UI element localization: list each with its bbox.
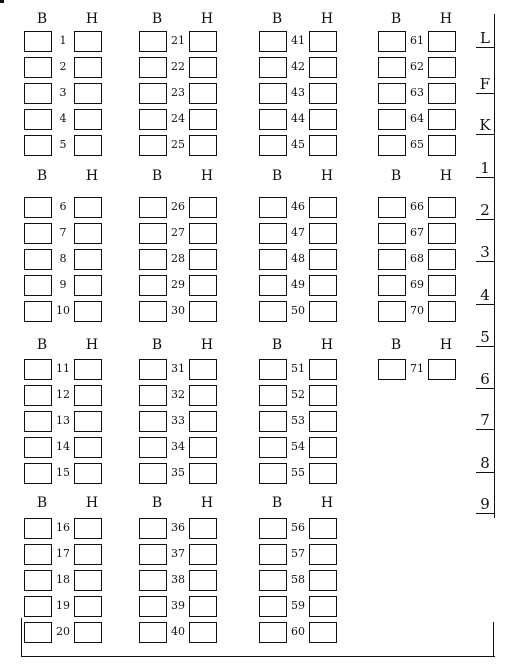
answer-box-b[interactable] xyxy=(24,437,52,458)
column-header-b: B xyxy=(151,168,163,184)
question-number: 20 xyxy=(56,625,70,638)
answer-box-h[interactable] xyxy=(309,301,337,322)
question-number: 1 xyxy=(59,34,67,47)
question-number: 59 xyxy=(291,599,305,612)
side-scale-tick xyxy=(476,93,495,94)
question-number: 8 xyxy=(59,252,67,265)
question-number: 65 xyxy=(410,138,424,151)
question-number: 42 xyxy=(291,60,305,73)
answer-box-b[interactable] xyxy=(259,197,287,218)
question-number: 19 xyxy=(56,599,70,612)
answer-box-b[interactable] xyxy=(259,31,287,52)
answer-box-h[interactable] xyxy=(309,596,337,617)
answer-box-b[interactable] xyxy=(24,385,52,406)
side-scale-label: 2 xyxy=(480,201,490,219)
answer-box-h[interactable] xyxy=(189,275,217,296)
question-number: 57 xyxy=(291,547,305,560)
side-scale-tick xyxy=(476,219,495,220)
question-number: 70 xyxy=(410,304,424,317)
answer-box-b[interactable] xyxy=(139,109,167,130)
answer-box-h[interactable] xyxy=(309,570,337,591)
column-header-b: B xyxy=(151,495,163,511)
answer-box-b[interactable] xyxy=(24,275,52,296)
question-number: 23 xyxy=(171,86,185,99)
question-number: 32 xyxy=(171,388,185,401)
column-header-b: B xyxy=(36,337,48,353)
question-number: 37 xyxy=(171,547,185,560)
answer-box-h[interactable] xyxy=(309,57,337,78)
answer-box-h[interactable] xyxy=(309,518,337,539)
answer-box-b[interactable] xyxy=(378,57,406,78)
question-number: 18 xyxy=(56,573,70,586)
question-number: 30 xyxy=(171,304,185,317)
question-number: 15 xyxy=(56,466,70,479)
question-number: 6 xyxy=(59,200,67,213)
answer-box-b[interactable] xyxy=(259,275,287,296)
side-scale-label: 9 xyxy=(480,495,490,513)
side-scale-label: 8 xyxy=(480,454,490,472)
answer-box-b[interactable] xyxy=(139,518,167,539)
answer-box-h[interactable] xyxy=(189,135,217,156)
answer-box-h[interactable] xyxy=(74,109,102,130)
answer-box-h[interactable] xyxy=(309,83,337,104)
answer-box-b[interactable] xyxy=(259,622,287,643)
answer-box-b[interactable] xyxy=(378,31,406,52)
answer-box-b[interactable] xyxy=(139,31,167,52)
column-header-h: H xyxy=(85,11,99,27)
question-number: 62 xyxy=(410,60,424,73)
answer-box-b[interactable] xyxy=(139,463,167,484)
column-header-h: H xyxy=(320,495,334,511)
answer-box-b[interactable] xyxy=(259,437,287,458)
side-scale-tick xyxy=(476,429,495,430)
answer-box-h[interactable] xyxy=(309,622,337,643)
answer-box-h[interactable] xyxy=(74,596,102,617)
answer-box-b[interactable] xyxy=(378,301,406,322)
question-number: 24 xyxy=(171,112,185,125)
side-scale-label: 5 xyxy=(480,328,490,346)
answer-box-b[interactable] xyxy=(24,596,52,617)
answer-box-b[interactable] xyxy=(139,301,167,322)
answer-box-h[interactable] xyxy=(74,301,102,322)
answer-box-h[interactable] xyxy=(309,359,337,380)
column-header-b: B xyxy=(390,11,402,27)
answer-box-h[interactable] xyxy=(189,385,217,406)
answer-box-h[interactable] xyxy=(189,83,217,104)
question-number: 33 xyxy=(171,414,185,427)
side-scale-label: 1 xyxy=(480,159,490,177)
answer-box-h[interactable] xyxy=(428,57,456,78)
answer-box-b[interactable] xyxy=(24,622,52,643)
question-number: 13 xyxy=(56,414,70,427)
side-scale-label: 6 xyxy=(480,370,490,388)
answer-box-b[interactable] xyxy=(259,359,287,380)
side-scale-tick xyxy=(476,472,495,473)
side-scale-tick xyxy=(476,261,495,262)
column-header-b: B xyxy=(36,168,48,184)
answer-box-b[interactable] xyxy=(259,596,287,617)
question-number: 44 xyxy=(291,112,305,125)
question-number: 66 xyxy=(410,200,424,213)
frame-bottom-line xyxy=(21,656,495,657)
answer-box-h[interactable] xyxy=(428,109,456,130)
answer-box-b[interactable] xyxy=(139,275,167,296)
answer-box-b[interactable] xyxy=(139,570,167,591)
answer-box-h[interactable] xyxy=(74,544,102,565)
answer-box-h[interactable] xyxy=(74,518,102,539)
answer-box-h[interactable] xyxy=(189,437,217,458)
side-scale-label: F xyxy=(479,75,491,93)
answer-box-b[interactable] xyxy=(259,544,287,565)
question-number: 11 xyxy=(56,362,70,375)
answer-box-h[interactable] xyxy=(74,135,102,156)
question-number: 52 xyxy=(291,388,305,401)
answer-box-h[interactable] xyxy=(74,411,102,432)
question-number: 10 xyxy=(56,304,70,317)
answer-box-h[interactable] xyxy=(309,223,337,244)
question-number: 35 xyxy=(171,466,185,479)
side-scale-tick xyxy=(476,346,495,347)
answer-box-b[interactable] xyxy=(139,83,167,104)
answer-box-b[interactable] xyxy=(24,301,52,322)
answer-box-h[interactable] xyxy=(74,31,102,52)
side-scale-label: 3 xyxy=(480,243,490,261)
answer-box-b[interactable] xyxy=(378,359,406,380)
answer-box-b[interactable] xyxy=(24,197,52,218)
answer-box-h[interactable] xyxy=(189,31,217,52)
question-number: 41 xyxy=(291,34,305,47)
column-header-b: B xyxy=(271,168,283,184)
column-header-b: B xyxy=(271,495,283,511)
column-header-h: H xyxy=(439,168,453,184)
column-header-h: H xyxy=(320,11,334,27)
question-number: 16 xyxy=(56,521,70,534)
question-number: 4 xyxy=(59,112,67,125)
answer-box-b[interactable] xyxy=(24,570,52,591)
column-header-b: B xyxy=(36,495,48,511)
question-number: 63 xyxy=(410,86,424,99)
column-header-h: H xyxy=(439,11,453,27)
answer-box-h[interactable] xyxy=(189,622,217,643)
answer-box-h[interactable] xyxy=(428,83,456,104)
answer-box-b[interactable] xyxy=(139,249,167,270)
question-number: 22 xyxy=(171,60,185,73)
answer-box-h[interactable] xyxy=(309,249,337,270)
answer-box-h[interactable] xyxy=(74,57,102,78)
column-header-h: H xyxy=(200,337,214,353)
column-header-b: B xyxy=(151,337,163,353)
question-number: 47 xyxy=(291,226,305,239)
answer-box-h[interactable] xyxy=(309,411,337,432)
question-number: 12 xyxy=(56,388,70,401)
side-scale-label: 7 xyxy=(480,411,490,429)
answer-box-h[interactable] xyxy=(189,197,217,218)
column-header-b: B xyxy=(390,168,402,184)
answer-box-h[interactable] xyxy=(309,463,337,484)
answer-box-h[interactable] xyxy=(309,31,337,52)
column-header-h: H xyxy=(439,337,453,353)
answer-box-b[interactable] xyxy=(259,301,287,322)
answer-box-h[interactable] xyxy=(189,570,217,591)
answer-box-h[interactable] xyxy=(428,223,456,244)
answer-box-h[interactable] xyxy=(74,385,102,406)
question-number: 21 xyxy=(171,34,185,47)
answer-box-b[interactable] xyxy=(378,249,406,270)
column-header-h: H xyxy=(320,337,334,353)
answer-box-b[interactable] xyxy=(24,463,52,484)
answer-box-h[interactable] xyxy=(309,135,337,156)
question-number: 17 xyxy=(56,547,70,560)
answer-box-h[interactable] xyxy=(74,83,102,104)
question-number: 7 xyxy=(59,226,67,239)
question-number: 54 xyxy=(291,440,305,453)
answer-box-h[interactable] xyxy=(309,385,337,406)
answer-box-b[interactable] xyxy=(378,109,406,130)
side-scale-label: 4 xyxy=(480,286,490,304)
answer-box-h[interactable] xyxy=(428,249,456,270)
answer-box-b[interactable] xyxy=(139,385,167,406)
answer-box-h[interactable] xyxy=(189,463,217,484)
answer-box-b[interactable] xyxy=(139,437,167,458)
answer-box-b[interactable] xyxy=(139,135,167,156)
answer-box-h[interactable] xyxy=(189,518,217,539)
question-number: 48 xyxy=(291,252,305,265)
question-number: 46 xyxy=(291,200,305,213)
answer-box-b[interactable] xyxy=(24,518,52,539)
question-number: 39 xyxy=(171,599,185,612)
answer-box-h[interactable] xyxy=(74,249,102,270)
column-header-b: B xyxy=(271,11,283,27)
answer-box-b[interactable] xyxy=(378,197,406,218)
column-header-h: H xyxy=(200,11,214,27)
question-number: 14 xyxy=(56,440,70,453)
answer-box-h[interactable] xyxy=(74,275,102,296)
answer-box-h[interactable] xyxy=(428,359,456,380)
question-number: 34 xyxy=(171,440,185,453)
column-header-h: H xyxy=(85,337,99,353)
question-number: 45 xyxy=(291,138,305,151)
answer-box-h[interactable] xyxy=(309,544,337,565)
answer-box-h[interactable] xyxy=(428,275,456,296)
answer-box-h[interactable] xyxy=(189,411,217,432)
question-number: 38 xyxy=(171,573,185,586)
answer-box-h[interactable] xyxy=(74,622,102,643)
answer-box-b[interactable] xyxy=(378,135,406,156)
column-header-b: B xyxy=(36,11,48,27)
answer-box-h[interactable] xyxy=(189,301,217,322)
question-number: 49 xyxy=(291,278,305,291)
answer-box-h[interactable] xyxy=(189,223,217,244)
answer-box-b[interactable] xyxy=(378,223,406,244)
frame-right-line xyxy=(493,622,494,656)
answer-box-b[interactable] xyxy=(259,109,287,130)
answer-box-h[interactable] xyxy=(189,109,217,130)
question-number: 56 xyxy=(291,521,305,534)
question-number: 58 xyxy=(291,573,305,586)
answer-box-h[interactable] xyxy=(309,275,337,296)
answer-box-h[interactable] xyxy=(428,135,456,156)
column-header-h: H xyxy=(320,168,334,184)
side-scale-rule xyxy=(494,14,495,518)
answer-box-h[interactable] xyxy=(309,437,337,458)
column-header-h: H xyxy=(200,495,214,511)
answer-box-b[interactable] xyxy=(139,197,167,218)
column-header-h: H xyxy=(85,495,99,511)
question-number: 36 xyxy=(171,521,185,534)
answer-box-h[interactable] xyxy=(189,359,217,380)
question-number: 68 xyxy=(410,252,424,265)
answer-box-b[interactable] xyxy=(24,135,52,156)
answer-box-h[interactable] xyxy=(309,109,337,130)
answer-box-b[interactable] xyxy=(139,544,167,565)
question-number: 51 xyxy=(291,362,305,375)
answer-box-h[interactable] xyxy=(189,57,217,78)
column-header-b: B xyxy=(151,11,163,27)
answer-box-b[interactable] xyxy=(259,518,287,539)
answer-box-b[interactable] xyxy=(24,57,52,78)
answer-box-h[interactable] xyxy=(189,249,217,270)
question-number: 26 xyxy=(171,200,185,213)
answer-box-h[interactable] xyxy=(74,463,102,484)
answer-box-b[interactable] xyxy=(259,135,287,156)
answer-box-b[interactable] xyxy=(139,223,167,244)
answer-box-h[interactable] xyxy=(428,31,456,52)
answer-box-b[interactable] xyxy=(139,596,167,617)
question-number: 50 xyxy=(291,304,305,317)
answer-box-b[interactable] xyxy=(259,57,287,78)
question-number: 27 xyxy=(171,226,185,239)
answer-box-h[interactable] xyxy=(74,437,102,458)
answer-box-b[interactable] xyxy=(24,31,52,52)
answer-box-b[interactable] xyxy=(259,249,287,270)
answer-box-b[interactable] xyxy=(24,83,52,104)
side-scale-tick xyxy=(476,513,495,514)
answer-box-b[interactable] xyxy=(259,83,287,104)
answer-box-b[interactable] xyxy=(259,223,287,244)
answer-box-b[interactable] xyxy=(378,83,406,104)
side-scale-tick xyxy=(476,134,495,135)
answer-box-b[interactable] xyxy=(139,622,167,643)
answer-box-h[interactable] xyxy=(309,197,337,218)
answer-box-h[interactable] xyxy=(74,223,102,244)
answer-box-h[interactable] xyxy=(189,596,217,617)
column-header-b: B xyxy=(271,337,283,353)
side-scale-label: K xyxy=(479,116,491,134)
answer-box-b[interactable] xyxy=(259,385,287,406)
question-number: 3 xyxy=(59,86,67,99)
answer-box-b[interactable] xyxy=(139,57,167,78)
question-number: 25 xyxy=(171,138,185,151)
answer-box-b[interactable] xyxy=(24,249,52,270)
answer-box-b[interactable] xyxy=(378,275,406,296)
side-scale-tick xyxy=(476,388,495,389)
answer-box-h[interactable] xyxy=(428,197,456,218)
answer-box-b[interactable] xyxy=(24,411,52,432)
question-number: 29 xyxy=(171,278,185,291)
column-header-h: H xyxy=(85,168,99,184)
column-header-h: H xyxy=(200,168,214,184)
answer-box-b[interactable] xyxy=(24,359,52,380)
question-number: 2 xyxy=(59,60,67,73)
question-number: 5 xyxy=(59,138,67,151)
question-number: 53 xyxy=(291,414,305,427)
question-number: 61 xyxy=(410,34,424,47)
question-number: 40 xyxy=(171,625,185,638)
question-number: 67 xyxy=(410,226,424,239)
answer-box-h[interactable] xyxy=(189,544,217,565)
answer-box-b[interactable] xyxy=(259,570,287,591)
answer-box-b[interactable] xyxy=(259,463,287,484)
side-scale-tick xyxy=(476,304,495,305)
frame-left-line xyxy=(21,618,22,656)
side-scale-tick xyxy=(476,47,495,48)
answer-box-b[interactable] xyxy=(24,544,52,565)
answer-box-b[interactable] xyxy=(139,359,167,380)
answer-box-h[interactable] xyxy=(74,570,102,591)
answer-box-b[interactable] xyxy=(24,223,52,244)
answer-box-h[interactable] xyxy=(74,359,102,380)
side-scale-tick xyxy=(476,177,495,178)
question-number: 55 xyxy=(291,466,305,479)
side-scale-label: L xyxy=(480,29,490,47)
question-number: 71 xyxy=(410,362,424,375)
answer-box-b[interactable] xyxy=(24,109,52,130)
question-number: 9 xyxy=(59,278,67,291)
column-header-b: B xyxy=(390,337,402,353)
question-number: 69 xyxy=(410,278,424,291)
question-number: 60 xyxy=(291,625,305,638)
question-number: 64 xyxy=(410,112,424,125)
answer-box-b[interactable] xyxy=(259,411,287,432)
answer-box-h[interactable] xyxy=(428,301,456,322)
answer-box-h[interactable] xyxy=(74,197,102,218)
answer-box-b[interactable] xyxy=(139,411,167,432)
question-number: 31 xyxy=(171,362,185,375)
question-number: 28 xyxy=(171,252,185,265)
question-number: 43 xyxy=(291,86,305,99)
corner-mark xyxy=(0,0,4,3)
